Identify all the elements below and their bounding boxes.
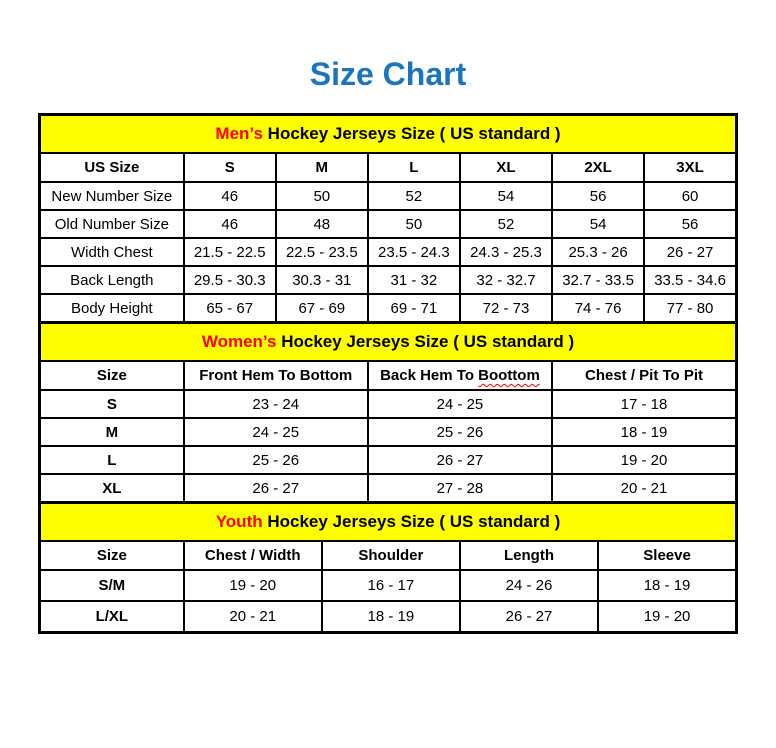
header-cell: XL xyxy=(460,153,552,182)
row-label: S xyxy=(40,390,184,418)
value-cell: 50 xyxy=(368,210,460,238)
value-cell: 52 xyxy=(460,210,552,238)
value-cell: 16 - 17 xyxy=(322,570,460,601)
value-cell: 19 - 20 xyxy=(598,601,736,633)
header-cell: 3XL xyxy=(644,153,736,182)
row-label: Back Length xyxy=(40,266,184,294)
row-label: XL xyxy=(40,474,184,503)
value-cell: 25 - 26 xyxy=(184,446,368,474)
value-cell: 25.3 - 26 xyxy=(552,238,644,266)
value-cell: 18 - 19 xyxy=(598,570,736,601)
table-row xyxy=(40,474,737,503)
youth-band-text: Hockey Jerseys Size ( US standard ) xyxy=(262,512,561,531)
value-cell: 24 - 25 xyxy=(368,390,552,418)
table-row xyxy=(40,238,737,266)
header-cell: Front Hem To Bottom xyxy=(184,361,368,390)
value-cell: 17 - 18 xyxy=(552,390,736,418)
value-cell: 31 - 32 xyxy=(368,266,460,294)
page-title: Size Chart xyxy=(309,56,467,92)
table-row xyxy=(40,446,737,474)
value-cell: 25 - 26 xyxy=(368,418,552,446)
womens-band-accent: Women’s xyxy=(201,332,277,351)
value-cell: 19 - 20 xyxy=(552,446,736,474)
row-label: New Number Size xyxy=(40,182,184,210)
value-cell: 50 xyxy=(276,182,368,210)
womens-section-band xyxy=(40,323,737,362)
value-cell: 18 - 19 xyxy=(552,418,736,446)
row-label: S/M xyxy=(40,570,184,601)
value-cell: 21.5 - 22.5 xyxy=(184,238,276,266)
table-row xyxy=(40,418,737,446)
header-cell: Chest / Pit To Pit xyxy=(552,361,736,390)
table-row xyxy=(40,182,737,210)
row-label: Width Chest xyxy=(40,238,184,266)
youth-section-band xyxy=(40,503,737,542)
value-cell: 24.3 - 25.3 xyxy=(460,238,552,266)
header-cell: Length xyxy=(460,541,598,570)
value-cell: 24 - 25 xyxy=(184,418,368,446)
header-cell: Shoulder xyxy=(322,541,460,570)
header-cell xyxy=(368,361,552,390)
value-cell: 20 - 21 xyxy=(552,474,736,503)
mens-header-row xyxy=(40,153,737,182)
header-cell: Size xyxy=(40,541,184,570)
value-cell: 52 xyxy=(368,182,460,210)
table-row xyxy=(40,570,737,601)
value-cell: 56 xyxy=(644,210,736,238)
value-cell: 26 - 27 xyxy=(368,446,552,474)
youth-band-cell xyxy=(40,503,737,542)
value-cell: 26 - 27 xyxy=(184,474,368,503)
value-cell: 69 - 71 xyxy=(368,294,460,323)
value-cell: 46 xyxy=(184,210,276,238)
value-cell: 77 - 80 xyxy=(644,294,736,323)
table-row xyxy=(40,390,737,418)
womens-header-row xyxy=(40,361,737,390)
mens-section-band xyxy=(40,115,737,154)
youth-band-accent: Youth xyxy=(215,512,263,531)
youth-header-row xyxy=(40,541,737,570)
value-cell: 32.7 - 33.5 xyxy=(552,266,644,294)
header-cell: M xyxy=(276,153,368,182)
table-row xyxy=(40,294,737,323)
value-cell: 26 - 27 xyxy=(644,238,736,266)
row-label: M xyxy=(40,418,184,446)
header-cell: US Size xyxy=(40,153,184,182)
header-cell: L xyxy=(368,153,460,182)
row-label: Body Height xyxy=(40,294,184,323)
header-cell: 2XL xyxy=(552,153,644,182)
value-cell: 23.5 - 24.3 xyxy=(368,238,460,266)
value-cell: 56 xyxy=(552,182,644,210)
size-chart-table xyxy=(38,113,738,634)
misspelled-word: Boottom xyxy=(478,367,540,384)
value-cell: 54 xyxy=(552,210,644,238)
womens-band-text: Hockey Jerseys Size ( US standard ) xyxy=(276,332,575,351)
mens-band-text: Hockey Jerseys Size ( US standard ) xyxy=(262,124,561,143)
value-cell: 54 xyxy=(460,182,552,210)
value-cell: 20 - 21 xyxy=(184,601,322,633)
row-label: Old Number Size xyxy=(40,210,184,238)
value-cell: 48 xyxy=(276,210,368,238)
value-cell: 18 - 19 xyxy=(322,601,460,633)
value-cell: 33.5 - 34.6 xyxy=(644,266,736,294)
mens-band-cell xyxy=(40,115,737,154)
value-cell: 74 - 76 xyxy=(552,294,644,323)
header-cell: Sleeve xyxy=(598,541,736,570)
header-cell-text: Back Hem To xyxy=(380,367,474,384)
table-row xyxy=(40,210,737,238)
mens-band-accent: Men’s xyxy=(215,124,263,143)
value-cell: 46 xyxy=(184,182,276,210)
header-cell: S xyxy=(184,153,276,182)
value-cell: 67 - 69 xyxy=(276,294,368,323)
value-cell: 27 - 28 xyxy=(368,474,552,503)
value-cell: 24 - 26 xyxy=(460,570,598,601)
table-row xyxy=(40,601,737,633)
row-label: L xyxy=(40,446,184,474)
value-cell: 22.5 - 23.5 xyxy=(276,238,368,266)
header-cell: Size xyxy=(40,361,184,390)
value-cell: 26 - 27 xyxy=(460,601,598,633)
value-cell: 30.3 - 31 xyxy=(276,266,368,294)
header-cell: Chest / Width xyxy=(184,541,322,570)
womens-band-cell xyxy=(40,323,737,362)
value-cell: 60 xyxy=(644,182,736,210)
value-cell: 29.5 - 30.3 xyxy=(184,266,276,294)
row-label: L/XL xyxy=(40,601,184,633)
value-cell: 23 - 24 xyxy=(184,390,368,418)
page xyxy=(0,56,776,634)
value-cell: 19 - 20 xyxy=(184,570,322,601)
table-row xyxy=(40,266,737,294)
value-cell: 72 - 73 xyxy=(460,294,552,323)
value-cell: 32 - 32.7 xyxy=(460,266,552,294)
value-cell: 65 - 67 xyxy=(184,294,276,323)
